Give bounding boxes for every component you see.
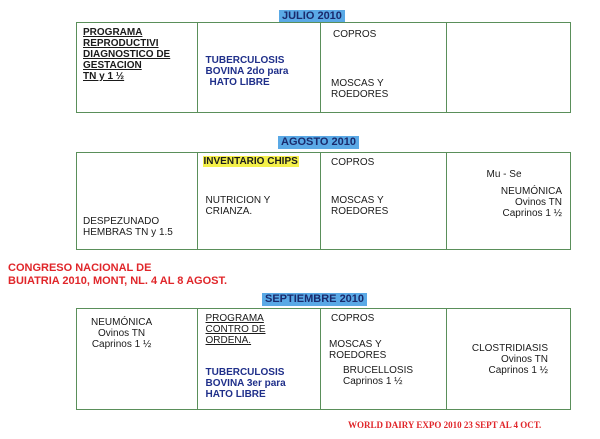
month-title-september: SEPTIEMBRE 2010 xyxy=(262,293,367,306)
world-dairy-expo-note: WORLD DAIRY EXPO 2010 23 SEPT AL 4 OCT. xyxy=(348,420,542,430)
line: BUIATRIA 2010, MONT, NL. 4 AL 8 AGOST. xyxy=(8,275,228,287)
cell-august-2 xyxy=(198,153,322,249)
line: BOVINA 2do para xyxy=(205,66,289,77)
line: MOSCAS Y xyxy=(331,78,384,89)
congreso-note xyxy=(8,262,227,288)
cell-august-3 xyxy=(321,153,446,249)
line: REPRODUCTIVI xyxy=(83,38,159,49)
line: NUTRICION Y xyxy=(205,195,271,206)
table-september xyxy=(76,308,571,410)
highlight: INVENTARIO CHIPS xyxy=(203,156,298,167)
programa-control-ordena xyxy=(206,313,266,346)
line: ROEDORES xyxy=(331,89,389,100)
line: Ovinos TN xyxy=(500,354,548,365)
line: PROGRAMA xyxy=(205,313,264,324)
line: NEUMÓNICA xyxy=(91,317,153,328)
line: TUBERCULOSIS xyxy=(205,367,285,378)
line: CRIANZA. xyxy=(205,206,253,217)
line: Ovinos TN xyxy=(514,197,562,208)
cell-july-3 xyxy=(321,23,446,112)
month-title-july: JULIO 2010 xyxy=(279,10,345,23)
line: Caprinos 1 ½ xyxy=(91,339,152,350)
line: HATO LIBRE xyxy=(205,389,266,400)
moscas-roedores-september xyxy=(329,339,386,361)
moscas-roedores-august xyxy=(331,195,388,217)
tuberculosis-bovina-3er xyxy=(206,367,286,400)
line: Caprinos 1 ½ xyxy=(502,208,562,219)
inventario-chips xyxy=(203,156,299,167)
brucellosis xyxy=(343,365,413,387)
line: TUBERCULOSIS xyxy=(205,55,285,66)
line: NEUMÓNICA xyxy=(500,186,562,197)
cell-august-1 xyxy=(77,153,198,249)
line: Caprinos 1 ½ xyxy=(488,365,548,376)
cell-august-4 xyxy=(447,153,571,249)
line: PROGRAMA xyxy=(83,27,143,38)
line: HEMBRAS TN y 1.5 xyxy=(83,227,173,238)
line: MOSCAS Y xyxy=(331,195,384,206)
cell-september-4 xyxy=(447,309,571,409)
nutricion-crianza xyxy=(206,195,271,217)
copros-august: COPROS xyxy=(331,157,375,168)
mu-se: Mu - Se xyxy=(486,169,522,180)
cell-july-1 xyxy=(77,23,198,112)
copros-september: COPROS xyxy=(331,313,375,324)
line: GESTACION xyxy=(83,60,142,71)
cell-september-1 xyxy=(77,309,198,409)
line: CONGRESO NACIONAL DE xyxy=(8,262,152,274)
line: CONTRO DE xyxy=(205,324,266,335)
line: BOVINA 3er para xyxy=(205,378,286,389)
neumonica-september xyxy=(91,317,152,350)
cell-july-4 xyxy=(447,23,571,112)
clostridiasis xyxy=(472,343,548,376)
tuberculosis-bovina-2do xyxy=(206,55,289,88)
line: DESPEZUNADO xyxy=(83,216,160,227)
neumonica-august xyxy=(501,186,562,219)
line: MOSCAS Y xyxy=(329,339,382,350)
despezunado xyxy=(83,216,173,238)
line: ROEDORES xyxy=(331,206,389,217)
line: TN y 1 ½ xyxy=(83,71,125,82)
line: ORDENA. xyxy=(205,335,252,346)
copros-july: COPROS xyxy=(333,29,377,40)
programa-reproductivo xyxy=(83,27,170,82)
line: BRUCELLOSIS xyxy=(343,365,414,376)
cell-september-3 xyxy=(321,309,446,409)
line: DIAGNOSTICO DE xyxy=(83,49,171,60)
cell-july-2 xyxy=(198,23,322,112)
cell-september-2 xyxy=(198,309,322,409)
line: CLOSTRIDIASIS xyxy=(471,343,548,354)
line: ROEDORES xyxy=(329,350,387,361)
line: Caprinos 1 ½ xyxy=(343,376,403,387)
line: HATO LIBRE xyxy=(209,77,270,88)
line: Ovinos TN xyxy=(98,328,146,339)
moscas-roedores-july xyxy=(331,78,388,100)
table-july xyxy=(76,22,571,113)
table-august xyxy=(76,152,571,250)
month-title-august: AGOSTO 2010 xyxy=(278,136,359,149)
